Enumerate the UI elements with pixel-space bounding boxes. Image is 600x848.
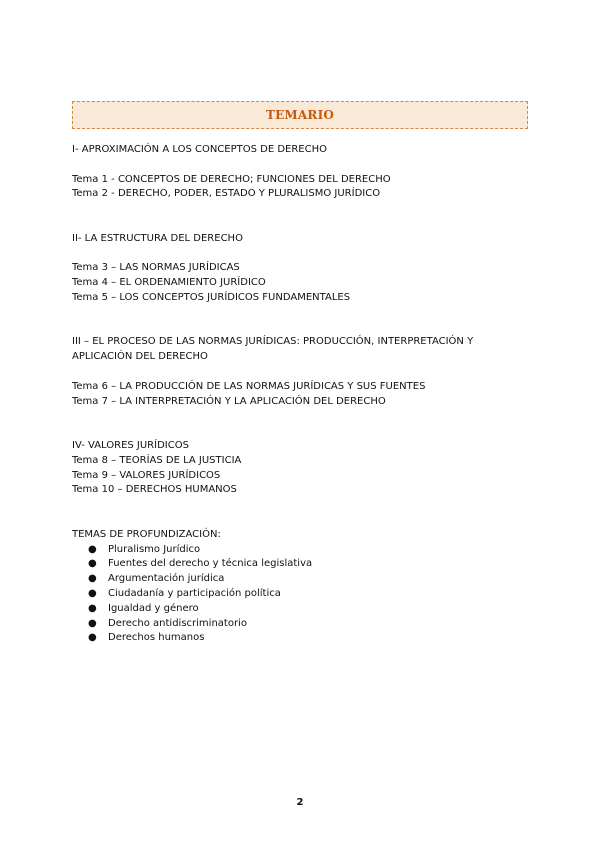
topic-item: Tema 9 – VALORES JURÍDICOS	[72, 469, 221, 481]
list-item	[72, 543, 528, 558]
syllabus-content	[72, 143, 528, 646]
list-item-label: Argumentación jurídica	[108, 573, 225, 585]
spacer	[72, 498, 528, 528]
topic-item: Tema 5 – LOS CONCEPTOS JURÍDICOS FUNDAMENTALES	[72, 291, 351, 303]
spacer	[72, 247, 528, 262]
list-item-label: Igualdad y género	[108, 602, 199, 614]
bullet-icon: ●	[88, 617, 97, 629]
bullet-icon: ●	[88, 602, 97, 614]
page-title: TEMARIO	[265, 108, 335, 122]
list-item-label: Derecho antidiscriminatorio	[108, 617, 247, 629]
section-heading: II- LA ESTRUCTURA DEL DERECHO	[72, 232, 243, 244]
topic-item: Tema 4 – EL ORDENAMIENTO JURÍDICO	[72, 277, 266, 289]
section-heading: IV- VALORES JURÍDICOS	[72, 439, 189, 451]
section-heading: III – EL PROCESO DE LAS NORMAS JURÍDICAS: PRODUCCIÓN, INTERPRETACIÓN Y APLICACIÓN DEL DERECHO	[72, 336, 474, 363]
list-item	[72, 631, 528, 646]
list-item	[72, 557, 528, 572]
list-item	[72, 572, 528, 587]
bullet-icon: ●	[88, 632, 97, 644]
spacer	[72, 158, 528, 173]
profundizacion-list	[72, 543, 528, 647]
topic-item: Tema 1 - CONCEPTOS DE DERECHO; FUNCIONES DEL DERECHO	[72, 173, 391, 185]
list-item-label: Pluralismo Jurídico	[108, 543, 201, 555]
list-item	[72, 602, 528, 617]
list-item-label: Derechos humanos	[108, 632, 205, 644]
spacer	[72, 409, 528, 439]
list-item	[72, 617, 528, 632]
list-item-label: Fuentes del derecho y técnica legislativa	[108, 558, 313, 570]
topic-item: Tema 2 - DERECHO, PODER, ESTADO Y PLURALISMO JURÍDICO	[72, 188, 381, 200]
topic-item: Tema 6 – LA PRODUCCIÓN DE LAS NORMAS JURÍDICAS Y SUS FUENTES	[72, 380, 426, 392]
topic-item: Tema 8 – TEORÍAS DE LA JUSTICIA	[72, 454, 242, 466]
bullet-icon: ●	[88, 573, 97, 585]
topic-item: Tema 3 – LAS NORMAS JURÍDICAS	[72, 262, 240, 274]
list-item	[72, 587, 528, 602]
list-item-label: Ciudadanía y participación política	[108, 587, 281, 599]
topic-item: Tema 10 – DERECHOS HUMANOS	[72, 484, 237, 496]
spacer	[72, 306, 528, 336]
bullet-icon: ●	[88, 587, 97, 599]
section-heading: I- APROXIMACIÓN A LOS CONCEPTOS DE DERECHO	[72, 144, 327, 155]
spacer	[72, 202, 528, 232]
bullet-icon: ●	[88, 558, 97, 570]
title-banner	[72, 101, 528, 129]
page-number: 2	[296, 797, 304, 808]
spacer	[72, 365, 528, 380]
topic-item: Tema 7 – LA INTERPRETACIÓN Y LA APLICACIÓN DEL DERECHO	[72, 395, 386, 407]
bullet-icon: ●	[88, 543, 97, 555]
profundizacion-heading: TEMAS DE PROFUNDIZACIÓN:	[72, 528, 221, 540]
